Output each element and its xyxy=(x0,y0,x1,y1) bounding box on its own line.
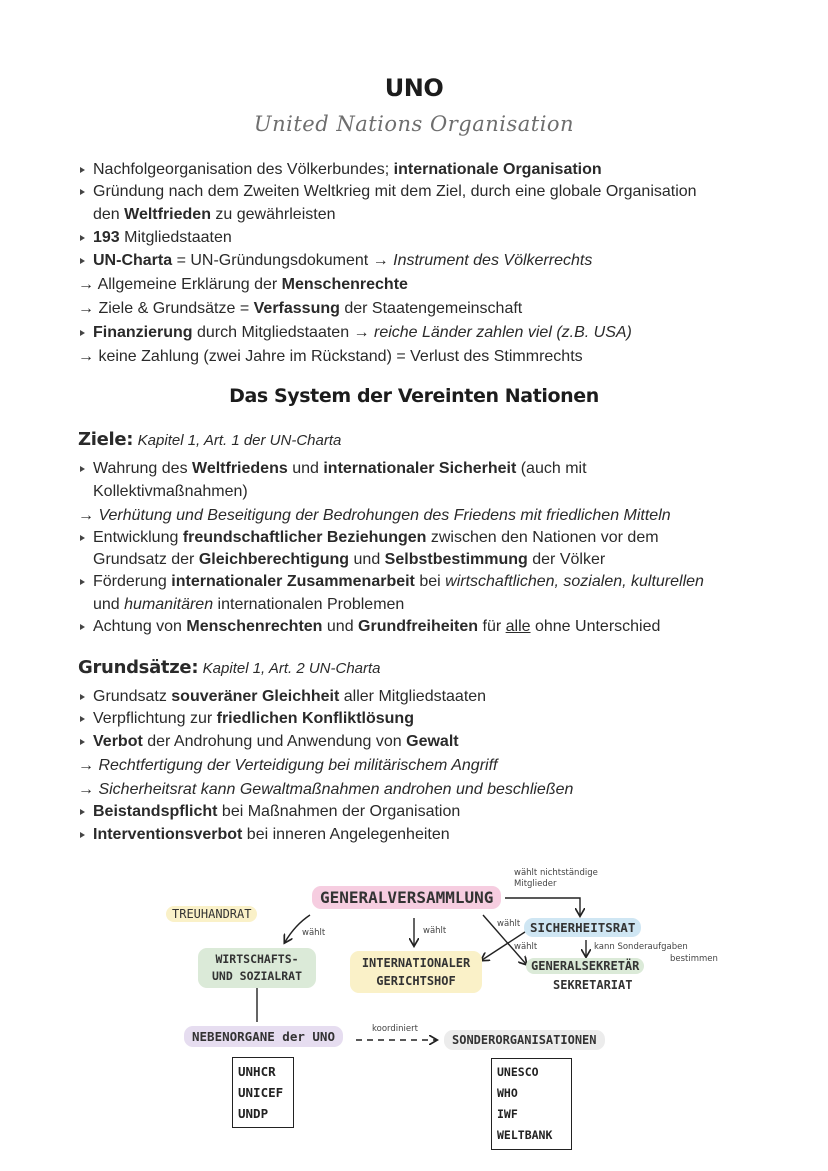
list-item: UNDP xyxy=(238,1106,269,1121)
intro-item-continued: den Weltfrieden zu gewährleisten xyxy=(93,206,336,223)
intro-item: UN-Charta = UN-Gründungsdokument → Instrument des Völkerrechts xyxy=(80,250,592,272)
list-item: UNHCR xyxy=(238,1064,276,1079)
ziele-item: Wahrung des Weltfriedens und internationaler Sicherheit (auch mit xyxy=(80,458,587,480)
label-koordiniert: koordiniert xyxy=(372,1024,418,1034)
label-waehlt: wählt xyxy=(497,919,521,929)
grundsaetze-item: Beistandspflicht bei Maßnahmen der Organisation xyxy=(80,801,460,823)
node-generalversammlung: GENERALVERSAMMLUNG xyxy=(312,886,501,909)
intro-arrow-item: → Ziele & Grundsätze = Verfassung der Staatengemeinschaft xyxy=(78,300,523,317)
node-sonderorganisationen: SONDERORGANISATIONEN xyxy=(444,1030,605,1050)
ziele-heading: Ziele: Kapitel 1, Art. 1 der UN-Charta xyxy=(78,429,342,450)
gerichtshof-line2: GERICHTSHOF xyxy=(376,974,456,988)
intro-arrow-item: → Allgemeine Erklärung der Menschenrechte xyxy=(78,276,408,293)
list-item: WHO xyxy=(497,1086,518,1100)
label-mitglieder: Mitglieder xyxy=(514,879,557,889)
intro-item: 193 Mitgliedstaaten xyxy=(80,227,232,249)
ziele-item: Achtung von Menschenrechten und Grundfreiheiten für alle ohne Unterschied xyxy=(80,616,660,638)
label-sonderaufgaben: kann Sonderaufgaben xyxy=(594,942,688,952)
gerichtshof-line1: INTERNATIONALER xyxy=(361,956,471,970)
list-nebenorgane xyxy=(232,1057,294,1128)
intro-item: Gründung nach dem Zweiten Weltkrieg mit dem Ziel, durch eine globale Organisation xyxy=(80,181,697,203)
node-treuhandrat: TREUHANDRAT xyxy=(166,906,257,922)
grundsaetze-arrow-item: → Sicherheitsrat kann Gewaltmaßnahmen androhen und beschließen xyxy=(78,781,574,798)
grundsaetze-item: Verbot der Androhung und Anwendung von Gewalt xyxy=(80,731,459,753)
node-generalsekretaer: GENERALSEKRETÄR xyxy=(526,958,644,974)
page-subtitle: United Nations Organisation xyxy=(253,112,575,136)
ziele-item: Entwicklung freundschaftlicher Beziehungen zwischen den Nationen vor dem xyxy=(80,527,659,549)
page-title: UNO xyxy=(384,74,444,102)
label-bestimmen: bestimmen xyxy=(670,954,718,964)
list-item: IWF xyxy=(497,1107,518,1121)
wirtschaftsrat-line2: UND SOZIALRAT xyxy=(211,969,302,983)
list-item: UNESCO xyxy=(497,1065,539,1079)
intro-arrow-item: → keine Zahlung (zwei Jahre im Rückstand) = Verlust des Stimmrechts xyxy=(78,348,583,365)
wirtschaftsrat-line1: WIRTSCHAFTS- xyxy=(215,952,299,966)
section-title: Das System der Vereinten Nationen xyxy=(229,385,599,407)
ziele-item-continued: und humanitären internationalen Problemen xyxy=(93,596,405,613)
grundsaetze-arrow-item: → Rechtfertigung der Verteidigung bei militärischem Angriff xyxy=(78,757,498,774)
ziele-arrow-item: → Verhütung und Beseitigung der Bedrohungen des Friedens mit friedlichen Mitteln xyxy=(78,507,671,524)
node-wirtschafts-und-sozialrat xyxy=(198,948,316,988)
list-item: UNICEF xyxy=(238,1085,284,1100)
label-waehlt: wählt xyxy=(514,942,538,952)
arrow-to-sicherheitsrat-members xyxy=(505,898,580,915)
node-internationaler-gerichtshof xyxy=(350,951,482,993)
intro-item: Nachfolgeorganisation des Völkerbundes; internationale Organisation xyxy=(80,159,602,181)
label-waehlt: wählt xyxy=(423,926,447,936)
node-sekretariat: SEKRETARIAT xyxy=(553,978,633,992)
ziele-item: Förderung internationaler Zusammenarbeit bei wirtschaftlichen, sozialen, kulturellen xyxy=(80,571,704,593)
grundsaetze-item: Verpflichtung zur friedlichen Konfliktlösung xyxy=(80,708,414,730)
ziele-item-continued: Kollektivmaßnahmen) xyxy=(93,483,248,500)
label-waehlt-nichtstaendige: wählt nichtständige xyxy=(514,868,598,878)
grundsaetze-item: Grundsatz souveräner Gleichheit aller Mitgliedstaaten xyxy=(80,686,486,708)
node-nebenorgane: NEBENORGANE der UNO xyxy=(184,1026,343,1047)
ziele-item-continued: Grundsatz der Gleichberechtigung und Selbstbestimmung der Völker xyxy=(93,551,606,568)
grundsaetze-heading: Grundsätze: Kapitel 1, Art. 2 UN-Charta xyxy=(78,657,381,678)
grundsaetze-item: Interventionsverbot bei inneren Angelegenheiten xyxy=(80,824,450,846)
intro-item: Finanzierung durch Mitgliedstaaten → reiche Länder zahlen viel (z.B. USA) xyxy=(80,322,632,344)
node-sicherheitsrat: SICHERHEITSRAT xyxy=(524,918,641,937)
list-item: WELTBANK xyxy=(497,1128,553,1142)
list-sonderorganisationen xyxy=(491,1058,572,1150)
label-waehlt: wählt xyxy=(302,928,326,938)
